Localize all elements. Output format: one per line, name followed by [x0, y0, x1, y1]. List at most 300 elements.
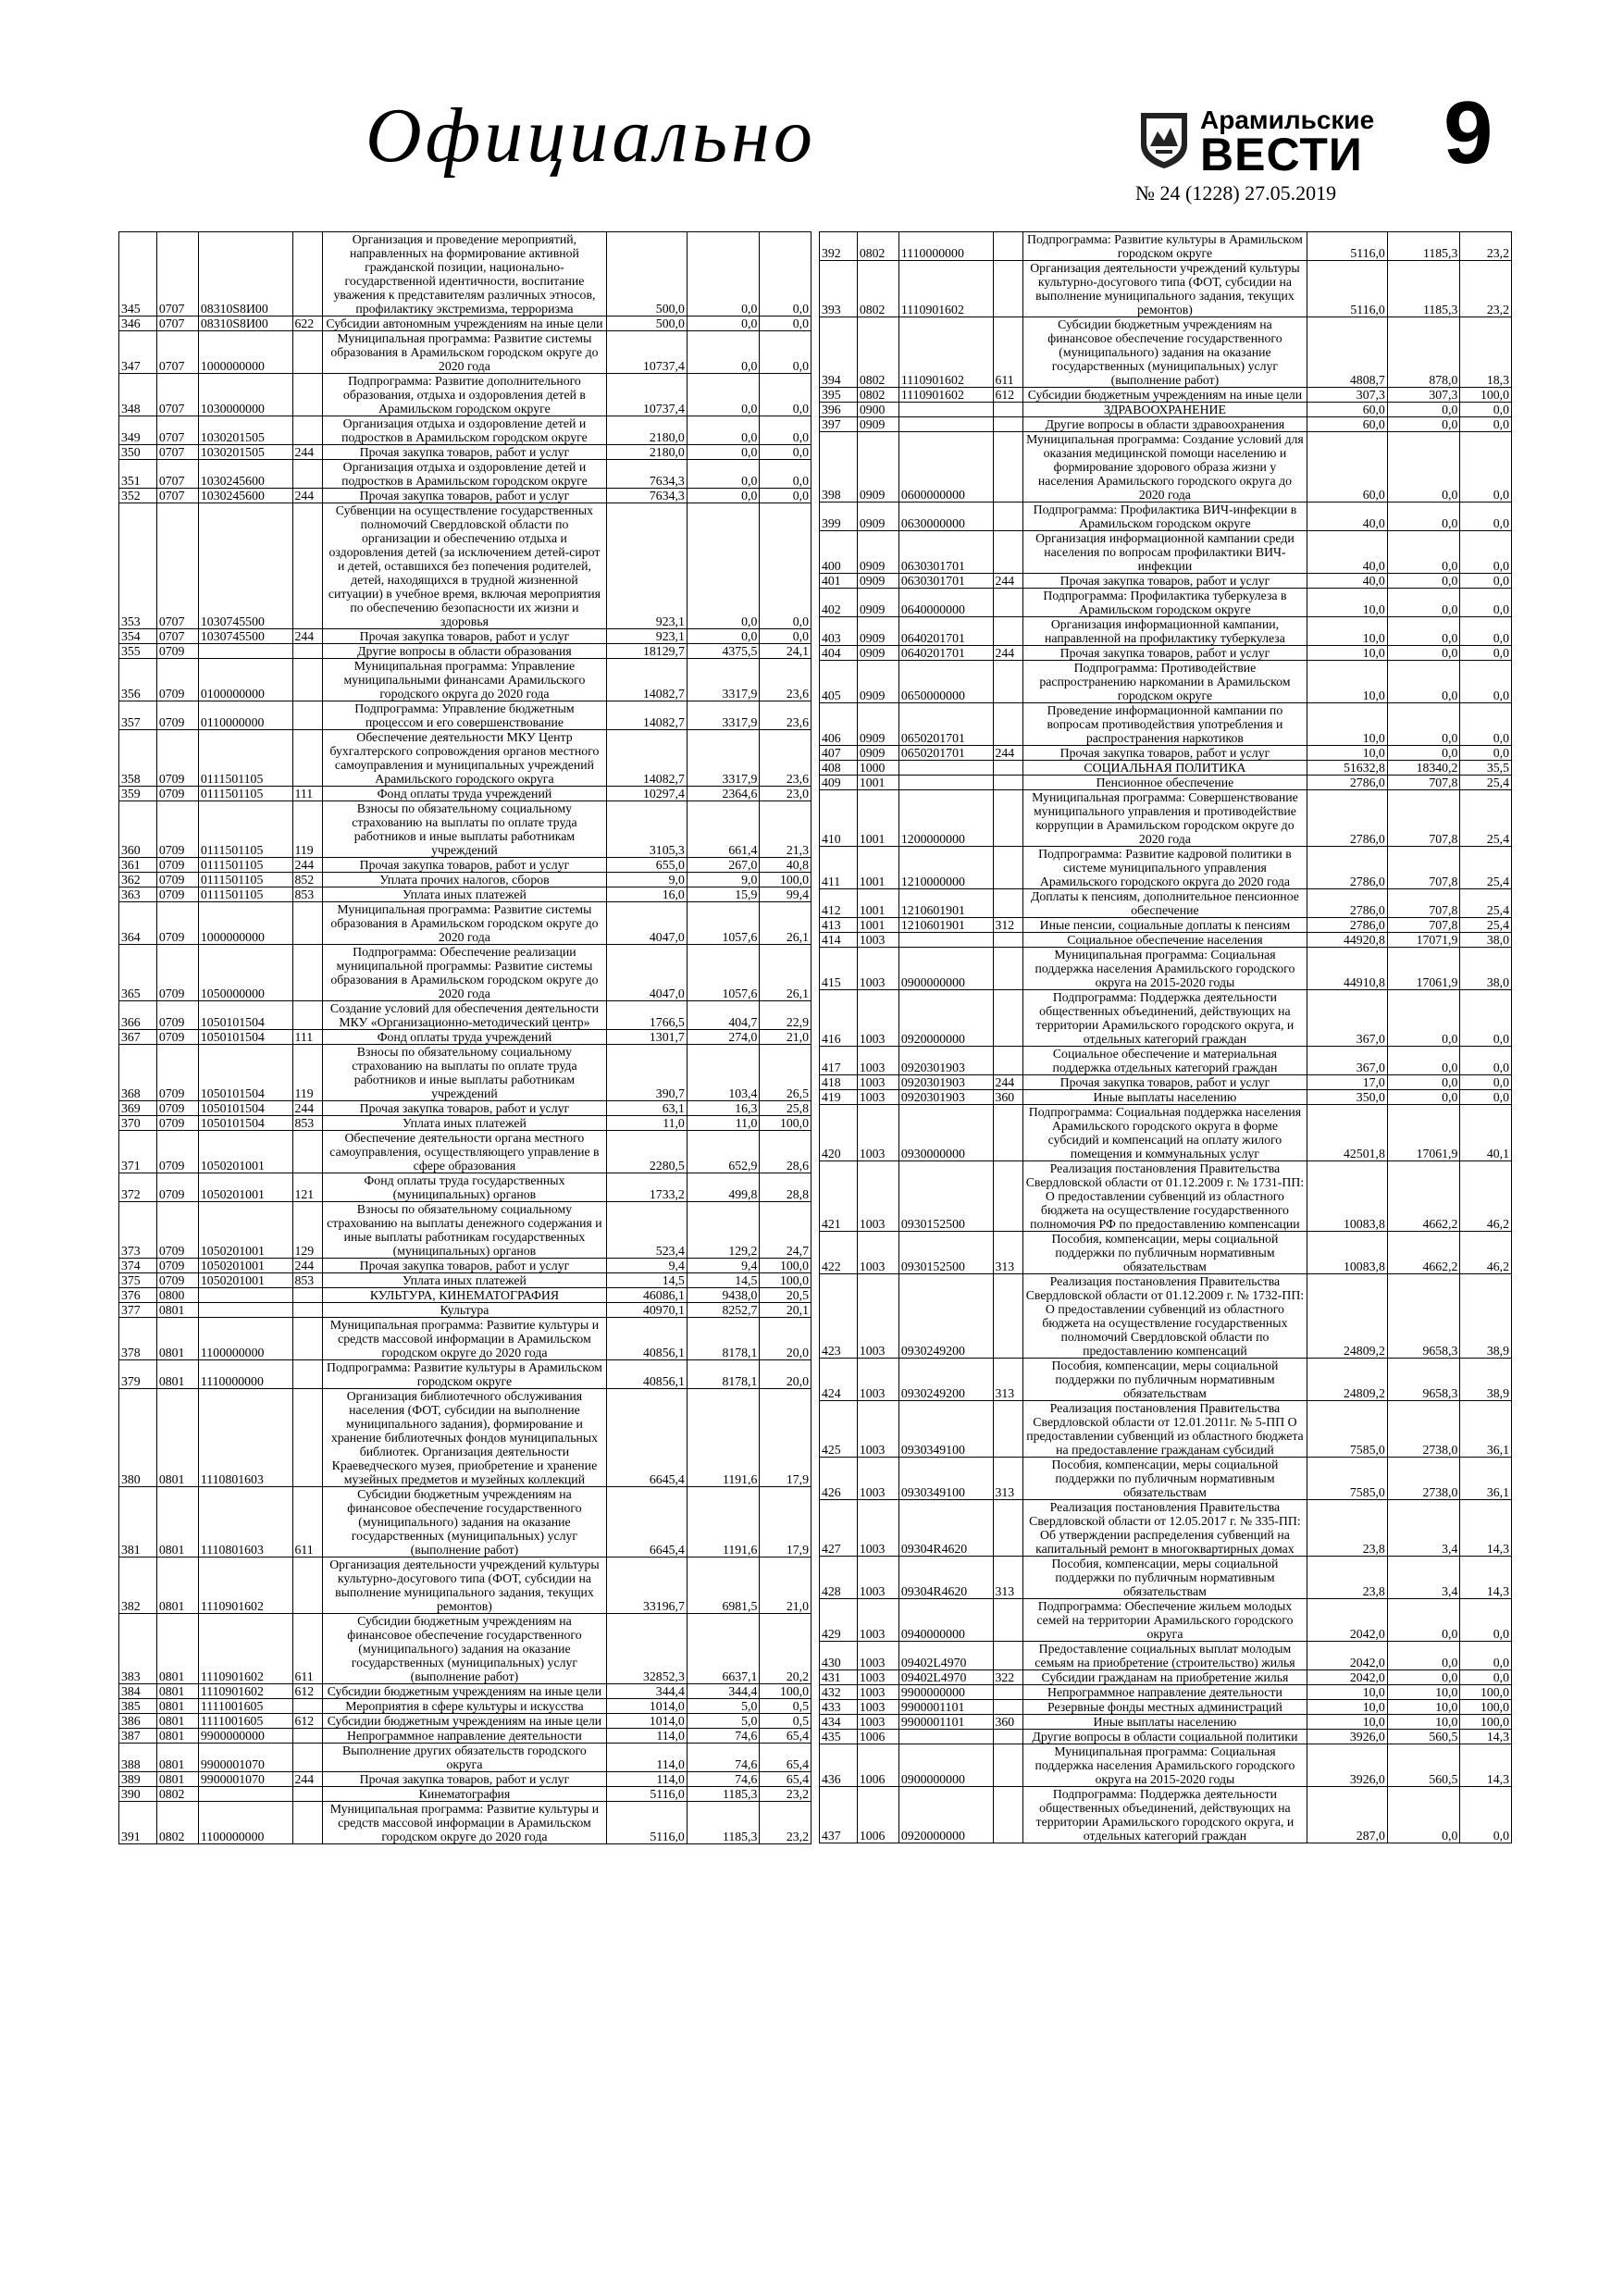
executed-amount-cell: 0,0 [1387, 1787, 1460, 1843]
item-name-cell: Выполнение других обязательств городского округа [322, 1744, 606, 1772]
planned-amount-cell: 114,0 [606, 1772, 687, 1787]
planned-amount-cell: 44920,8 [1307, 933, 1387, 948]
planned-amount-cell: 10083,8 [1307, 1161, 1387, 1232]
execution-percent-cell: 25,4 [1460, 790, 1512, 847]
target-article-cell: 1050201001 [198, 1131, 292, 1173]
table-row [119, 1202, 812, 1259]
section-code-cell: 1003 [857, 1090, 898, 1105]
target-article-cell: 0930152500 [898, 1232, 993, 1274]
section-code-cell: 1006 [857, 1744, 898, 1787]
item-name-cell: Муниципальная программа: Социальная поддержка населения Арамильского городского округа на 2015-2020 годы [1022, 948, 1307, 990]
planned-amount-cell: 24809,2 [1307, 1359, 1387, 1401]
execution-percent-cell: 25,4 [1460, 776, 1512, 790]
planned-amount-cell: 350,0 [1307, 1090, 1387, 1105]
expense-type-cell [292, 1360, 322, 1389]
table-row [119, 1030, 812, 1045]
planned-amount-cell: 1301,7 [606, 1030, 687, 1045]
row-number-cell: 349 [119, 416, 157, 445]
table-row [820, 990, 1512, 1047]
execution-percent-cell: 17,9 [760, 1487, 812, 1558]
executed-amount-cell: 10,0 [1387, 1685, 1460, 1700]
expense-type-cell [993, 1274, 1022, 1359]
executed-amount-cell: 1191,6 [687, 1487, 760, 1558]
table-row [820, 232, 1512, 261]
section-code-cell: 0709 [156, 1173, 198, 1202]
expense-type-cell [993, 503, 1022, 531]
item-name-cell: Организация деятельности учреждений культуры культурно-досугового типа (ФОТ, субсидии на выполнение муниципального задания, текущих ремонтов) [1022, 261, 1307, 317]
executed-amount-cell: 9438,0 [687, 1288, 760, 1303]
row-number-cell: 367 [119, 1030, 157, 1045]
item-name-cell: Пособия, компенсации, меры социальной поддержки по публичным нормативным обязательствам [1022, 1232, 1307, 1274]
item-name-cell: Муниципальная программа: Управление муниципальными финансами Арамильского городского округа до 2020 года [322, 659, 606, 701]
table-row [820, 1557, 1512, 1599]
execution-percent-cell: 65,4 [760, 1729, 812, 1744]
executed-amount-cell: 707,8 [1387, 776, 1460, 790]
execution-percent-cell: 0,0 [1460, 1642, 1512, 1670]
planned-amount-cell: 2786,0 [1307, 776, 1387, 790]
expense-type-cell [292, 374, 322, 416]
item-name-cell: Другие вопросы в области здравоохранения [1022, 417, 1307, 432]
table-row [119, 801, 812, 858]
execution-percent-cell: 65,4 [760, 1744, 812, 1772]
table-row [119, 1684, 812, 1699]
target-article-cell: 1030745500 [198, 503, 292, 629]
item-name-cell: Иные выплаты населению [1022, 1715, 1307, 1730]
expense-type-cell [292, 331, 322, 374]
row-number-cell: 358 [119, 730, 157, 787]
execution-percent-cell: 14,3 [1460, 1730, 1512, 1744]
section-code-cell: 1003 [857, 1642, 898, 1670]
expense-type-cell [292, 701, 322, 730]
planned-amount-cell: 14,5 [606, 1273, 687, 1288]
target-article-cell: 0920000000 [898, 1787, 993, 1843]
planned-amount-cell: 9,0 [606, 873, 687, 887]
planned-amount-cell: 44910,8 [1307, 948, 1387, 990]
expense-type-cell [292, 1303, 322, 1318]
execution-percent-cell: 23,0 [760, 787, 812, 801]
execution-percent-cell: 20,0 [760, 1318, 812, 1360]
executed-amount-cell: 3,4 [1387, 1557, 1460, 1599]
section-code-cell: 0800 [156, 1288, 198, 1303]
table-row [119, 1318, 812, 1360]
target-article-cell: 1030201505 [198, 445, 292, 460]
row-number-cell: 403 [820, 617, 858, 646]
execution-percent-cell: 38,9 [1460, 1359, 1512, 1401]
expense-type-cell: 111 [292, 1030, 322, 1045]
table-row [820, 1670, 1512, 1685]
executed-amount-cell: 274,0 [687, 1030, 760, 1045]
planned-amount-cell: 1766,5 [606, 1001, 687, 1030]
row-number-cell: 437 [820, 1787, 858, 1843]
target-article-cell: 0650201701 [898, 703, 993, 746]
row-number-cell: 378 [119, 1318, 157, 1360]
row-number-cell: 391 [119, 1802, 157, 1844]
planned-amount-cell: 60,0 [1307, 417, 1387, 432]
execution-percent-cell: 38,0 [1460, 948, 1512, 990]
table-row [119, 232, 812, 316]
expense-type-cell [993, 617, 1022, 646]
planned-amount-cell: 655,0 [606, 858, 687, 873]
planned-amount-cell: 2042,0 [1307, 1642, 1387, 1670]
table-row [119, 1273, 812, 1288]
planned-amount-cell: 40,0 [1307, 574, 1387, 589]
section-code-cell: 0707 [156, 374, 198, 416]
item-name-cell: Субсидии бюджетным учреждениям на финансовое обеспечение государственного (муниципального) задания на оказание государственных (муниципальных) услуг (выполнение работ) [322, 1487, 606, 1558]
table-row [820, 1075, 1512, 1090]
executed-amount-cell: 1185,3 [687, 1787, 760, 1802]
item-name-cell: Муниципальная программа: Создание условий для оказания медицинской помощи населению и формирование здорового образа жизни у населения Арамильского городского округа до 2020 года [1022, 432, 1307, 503]
table-row [820, 617, 1512, 646]
executed-amount-cell: 0,0 [1387, 1047, 1460, 1075]
row-number-cell: 366 [119, 1001, 157, 1030]
row-number-cell: 422 [820, 1232, 858, 1274]
executed-amount-cell: 0,0 [1387, 990, 1460, 1047]
item-name-cell: Реализация постановления Правительства Свердловской области от 01.12.2009 г. № 1732-ПП: О предоставлении субвенций из областного бюджета на осуществление государственных полномочий Свердловской области по предоставлению компенсаций [1022, 1274, 1307, 1359]
row-number-cell: 361 [119, 858, 157, 873]
item-name-cell: Муниципальная программа: Развитие системы образования в Арамильском городском округе до 2020 года [322, 902, 606, 945]
execution-percent-cell: 100,0 [760, 1259, 812, 1273]
row-number-cell: 430 [820, 1642, 858, 1670]
planned-amount-cell: 4047,0 [606, 945, 687, 1001]
item-name-cell: Субвенции на осуществление государственных полномочий Свердловской области по организации и обеспечению отдыха и оздоровления детей (за исключением детей-сирот и детей, оставшихся без попечения родителей, детей, находящихся в трудной жизненной ситуации) в учебное время, включая мероприятия по обеспечению безопасности их жизни и здоровья [322, 503, 606, 629]
planned-amount-cell: 7585,0 [1307, 1401, 1387, 1458]
row-number-cell: 400 [820, 531, 858, 574]
item-name-cell: Субсидии гражданам на приобретение жилья [1022, 1670, 1307, 1685]
planned-amount-cell: 10,0 [1307, 661, 1387, 703]
item-name-cell: Прочая закупка товаров, работ и услуг [322, 629, 606, 644]
section-code-cell: 1001 [857, 790, 898, 847]
execution-percent-cell: 0,0 [1460, 403, 1512, 417]
planned-amount-cell: 523,4 [606, 1202, 687, 1259]
executed-amount-cell: 560,5 [1387, 1744, 1460, 1787]
executed-amount-cell: 307,3 [1387, 388, 1460, 403]
table-row [119, 316, 812, 331]
executed-amount-cell: 74,6 [687, 1772, 760, 1787]
expense-type-cell [292, 945, 322, 1001]
table-row [119, 1744, 812, 1772]
section-code-cell: 0909 [857, 646, 898, 661]
table-row [820, 1359, 1512, 1401]
item-name-cell: Подпрограмма: Управление бюджетным процессом и его совершенствование [322, 701, 606, 730]
section-code-cell: 1003 [857, 1105, 898, 1161]
planned-amount-cell: 10,0 [1307, 746, 1387, 761]
section-code-cell: 0801 [156, 1699, 198, 1714]
executed-amount-cell: 0,0 [1387, 1599, 1460, 1642]
target-article-cell: 0920301903 [898, 1090, 993, 1105]
executed-amount-cell: 10,0 [1387, 1700, 1460, 1715]
planned-amount-cell: 10083,8 [1307, 1232, 1387, 1274]
executed-amount-cell: 0,0 [1387, 1670, 1460, 1685]
row-number-cell: 409 [820, 776, 858, 790]
expense-type-cell [993, 1161, 1022, 1232]
item-name-cell: Фонд оплаты труда государственных (муниципальных) органов [322, 1173, 606, 1202]
section-code-cell: 1001 [857, 847, 898, 889]
target-article-cell [898, 1730, 993, 1744]
section-code-cell: 0709 [156, 1101, 198, 1116]
planned-amount-cell: 11,0 [606, 1116, 687, 1131]
target-article-cell: 0630301701 [898, 531, 993, 574]
table-row [119, 1288, 812, 1303]
logo-big-text: ВЕСТИ [1200, 129, 1363, 180]
item-name-cell: Организация отдыха и оздоровление детей и подростков в Арамильском городском округе [322, 460, 606, 489]
execution-percent-cell: 65,4 [760, 1772, 812, 1787]
section-code-cell: 0802 [857, 317, 898, 388]
target-article-cell: 1110801603 [198, 1487, 292, 1558]
row-number-cell: 394 [820, 317, 858, 388]
executed-amount-cell: 560,5 [1387, 1730, 1460, 1744]
expense-type-cell [993, 531, 1022, 574]
planned-amount-cell: 500,0 [606, 232, 687, 316]
table-row [820, 1232, 1512, 1274]
section-code-cell: 0709 [156, 902, 198, 945]
target-article-cell: 1110901602 [898, 317, 993, 388]
item-name-cell: СОЦИАЛЬНАЯ ПОЛИТИКА [1022, 761, 1307, 776]
table-row [820, 1274, 1512, 1359]
planned-amount-cell: 24809,2 [1307, 1274, 1387, 1359]
expense-type-cell: 611 [292, 1614, 322, 1684]
table-row [119, 1487, 812, 1558]
row-number-cell: 388 [119, 1744, 157, 1772]
executed-amount-cell: 499,8 [687, 1173, 760, 1202]
section-code-cell: 0707 [156, 316, 198, 331]
table-row [119, 1772, 812, 1787]
target-article-cell: 1000000000 [198, 902, 292, 945]
table-row [119, 416, 812, 445]
table-row [119, 460, 812, 489]
execution-percent-cell: 100,0 [1460, 1715, 1512, 1730]
target-article-cell: 0640201701 [898, 617, 993, 646]
row-number-cell: 406 [820, 703, 858, 746]
target-article-cell: 0930349100 [898, 1401, 993, 1458]
section-code-cell: 1003 [857, 933, 898, 948]
section-code-cell: 0709 [156, 858, 198, 873]
table-row [820, 531, 1512, 574]
execution-percent-cell: 23,6 [760, 659, 812, 701]
target-article-cell: 1030245600 [198, 460, 292, 489]
execution-percent-cell: 0,5 [760, 1699, 812, 1714]
target-article-cell: 1110801603 [198, 1389, 292, 1487]
expense-type-cell [292, 659, 322, 701]
planned-amount-cell: 60,0 [1307, 403, 1387, 417]
row-number-cell: 399 [820, 503, 858, 531]
target-article-cell: 09304R4620 [898, 1557, 993, 1599]
expense-type-cell: 244 [993, 646, 1022, 661]
section-code-cell: 0801 [156, 1684, 198, 1699]
execution-percent-cell: 0,0 [1460, 646, 1512, 661]
expense-type-cell [993, 661, 1022, 703]
executed-amount-cell: 1185,3 [687, 1802, 760, 1844]
executed-amount-cell: 6637,1 [687, 1614, 760, 1684]
item-name-cell: Пособия, компенсации, меры социальной поддержки по публичным нормативным обязательствам [1022, 1458, 1307, 1500]
item-name-cell: Подпрограмма: Обеспечение жильем молодых семей на территории Арамильского городского округа [1022, 1599, 1307, 1642]
item-name-cell: Кинематография [322, 1787, 606, 1802]
target-article-cell [198, 1288, 292, 1303]
table-row [820, 1047, 1512, 1075]
expense-type-cell [993, 1787, 1022, 1843]
execution-percent-cell: 46,2 [1460, 1161, 1512, 1232]
section-code-cell: 0709 [156, 659, 198, 701]
row-number-cell: 350 [119, 445, 157, 460]
execution-percent-cell: 38,0 [1460, 933, 1512, 948]
item-name-cell: Культура [322, 1303, 606, 1318]
row-number-cell: 434 [820, 1715, 858, 1730]
issue-line: № 24 (1228) 27.05.2019 [1135, 181, 1337, 205]
row-number-cell: 345 [119, 232, 157, 316]
section-code-cell: 0707 [156, 503, 198, 629]
target-article-cell: 1100000000 [198, 1318, 292, 1360]
target-article-cell: 1030000000 [198, 374, 292, 416]
section-code-cell: 0909 [857, 432, 898, 503]
planned-amount-cell: 14082,7 [606, 659, 687, 701]
expense-type-cell: 313 [993, 1359, 1022, 1401]
expense-type-cell [292, 1802, 322, 1844]
expense-type-cell: 119 [292, 1045, 322, 1101]
target-article-cell: 1050201001 [198, 1259, 292, 1273]
section-code-cell: 0802 [857, 388, 898, 403]
expense-type-cell [993, 589, 1022, 617]
item-name-cell: Организация информационной кампании среди населения по вопросам профилактики ВИЧ-инфекции [1022, 531, 1307, 574]
execution-percent-cell: 25,4 [1460, 918, 1512, 933]
execution-percent-cell: 14,3 [1460, 1500, 1512, 1557]
expense-type-cell: 853 [292, 887, 322, 902]
planned-amount-cell: 7634,3 [606, 489, 687, 503]
target-article-cell [198, 644, 292, 659]
target-article-cell: 0640201701 [898, 646, 993, 661]
execution-percent-cell: 0,0 [760, 316, 812, 331]
item-name-cell: Обеспечение деятельности органа местного самоуправления, осуществляющего управление в сфере образования [322, 1131, 606, 1173]
executed-amount-cell: 0,0 [1387, 574, 1460, 589]
target-article-cell: 0100000000 [198, 659, 292, 701]
execution-percent-cell: 100,0 [760, 1684, 812, 1699]
expense-type-cell: 313 [993, 1557, 1022, 1599]
table-row [119, 1389, 812, 1487]
item-name-cell: ЗДРАВООХРАНЕНИЕ [1022, 403, 1307, 417]
executed-amount-cell: 0,0 [1387, 503, 1460, 531]
target-article-cell: 1050201001 [198, 1202, 292, 1259]
executed-amount-cell: 0,0 [687, 232, 760, 316]
target-article-cell: 1110901602 [198, 1614, 292, 1684]
item-name-cell: Резервные фонды местных администраций [1022, 1700, 1307, 1715]
section-code-cell: 1001 [857, 918, 898, 933]
right-column [819, 231, 1512, 2221]
expense-type-cell [993, 403, 1022, 417]
table-row [119, 730, 812, 787]
target-article-cell: 1030245600 [198, 489, 292, 503]
planned-amount-cell: 2280,5 [606, 1131, 687, 1173]
planned-amount-cell: 344,4 [606, 1684, 687, 1699]
item-name-cell: Подпрограмма: Профилактика ВИЧ-инфекции в Арамильском городском округе [1022, 503, 1307, 531]
item-name-cell: Прочая закупка товаров, работ и услуг [322, 1101, 606, 1116]
row-number-cell: 351 [119, 460, 157, 489]
planned-amount-cell: 1733,2 [606, 1173, 687, 1202]
row-number-cell: 435 [820, 1730, 858, 1744]
item-name-cell: Уплата иных платежей [322, 1273, 606, 1288]
execution-percent-cell: 26,1 [760, 902, 812, 945]
executed-amount-cell: 9,4 [687, 1259, 760, 1273]
execution-percent-cell: 99,4 [760, 887, 812, 902]
row-number-cell: 432 [820, 1685, 858, 1700]
target-article-cell: 09304R4620 [898, 1500, 993, 1557]
execution-percent-cell: 0,0 [1460, 1787, 1512, 1843]
execution-percent-cell: 14,3 [1460, 1557, 1512, 1599]
row-number-cell: 410 [820, 790, 858, 847]
execution-percent-cell: 23,6 [760, 730, 812, 787]
item-name-cell: Подпрограмма: Развитие дополнительного образования, отдыха и оздоровления детей в Арамильском городском округе [322, 374, 606, 416]
row-number-cell: 382 [119, 1558, 157, 1614]
row-number-cell: 419 [820, 1090, 858, 1105]
expense-type-cell: 852 [292, 873, 322, 887]
target-article-cell: 0900000000 [898, 948, 993, 990]
row-number-cell: 429 [820, 1599, 858, 1642]
row-number-cell: 418 [820, 1075, 858, 1090]
table-row [820, 1715, 1512, 1730]
section-code-cell: 0709 [156, 945, 198, 1001]
execution-percent-cell: 0,0 [760, 489, 812, 503]
planned-amount-cell: 10,0 [1307, 1700, 1387, 1715]
row-number-cell: 385 [119, 1699, 157, 1714]
expense-type-cell [993, 847, 1022, 889]
section-code-cell: 0707 [156, 232, 198, 316]
section-code-cell: 0709 [156, 801, 198, 858]
expense-type-cell [993, 761, 1022, 776]
planned-amount-cell: 51632,8 [1307, 761, 1387, 776]
planned-amount-cell: 18129,7 [606, 644, 687, 659]
table-row [820, 761, 1512, 776]
planned-amount-cell: 14082,7 [606, 701, 687, 730]
planned-amount-cell: 2042,0 [1307, 1670, 1387, 1685]
expense-type-cell: 119 [292, 801, 322, 858]
target-article-cell: 1110000000 [898, 232, 993, 261]
section-code-cell: 0801 [156, 1360, 198, 1389]
item-name-cell: КУЛЬТУРА, КИНЕМАТОГРАФИЯ [322, 1288, 606, 1303]
execution-percent-cell: 100,0 [1460, 1685, 1512, 1700]
item-name-cell: Субсидии бюджетным учреждениям на финансовое обеспечение государственного (муниципального) задания на оказание государственных (муниципальных) услуг (выполнение работ) [1022, 317, 1307, 388]
planned-amount-cell: 5116,0 [1307, 232, 1387, 261]
executed-amount-cell: 1191,6 [687, 1389, 760, 1487]
executed-amount-cell: 0,0 [687, 416, 760, 445]
table-row [119, 1101, 812, 1116]
target-article-cell: 0930249200 [898, 1359, 993, 1401]
item-name-cell: Муниципальная программа: Развитие культуры и средств массовой информации в Арамильском городском округе до 2020 года [322, 1318, 606, 1360]
row-number-cell: 401 [820, 574, 858, 589]
section-code-cell: 1001 [857, 889, 898, 918]
executed-amount-cell: 18340,2 [1387, 761, 1460, 776]
row-number-cell: 411 [820, 847, 858, 889]
section-code-cell: 0802 [156, 1802, 198, 1844]
target-article-cell: 0650000000 [898, 661, 993, 703]
section-code-cell: 0709 [156, 787, 198, 801]
item-name-cell: Пенсионное обеспечение [1022, 776, 1307, 790]
table-row [119, 644, 812, 659]
row-number-cell: 376 [119, 1288, 157, 1303]
executed-amount-cell: 0,0 [1387, 403, 1460, 417]
target-article-cell: 08310S8И00 [198, 316, 292, 331]
item-name-cell: Уплата иных платежей [322, 887, 606, 902]
item-name-cell: Подпрограмма: Поддержка деятельности общественных объединений, действующих на территории Арамильского городского округа, и отдельных категорий граждан [1022, 990, 1307, 1047]
planned-amount-cell: 40,0 [1307, 503, 1387, 531]
expense-type-cell: 129 [292, 1202, 322, 1259]
execution-percent-cell: 0,0 [760, 629, 812, 644]
executed-amount-cell: 0,0 [1387, 661, 1460, 703]
target-article-cell [898, 417, 993, 432]
expense-type-cell [993, 889, 1022, 918]
table-row [820, 503, 1512, 531]
execution-percent-cell: 0,0 [1460, 1090, 1512, 1105]
target-article-cell [898, 776, 993, 790]
target-article-cell: 0600000000 [898, 432, 993, 503]
section-code-cell: 0709 [156, 701, 198, 730]
target-article-cell: 1100000000 [198, 1802, 292, 1844]
